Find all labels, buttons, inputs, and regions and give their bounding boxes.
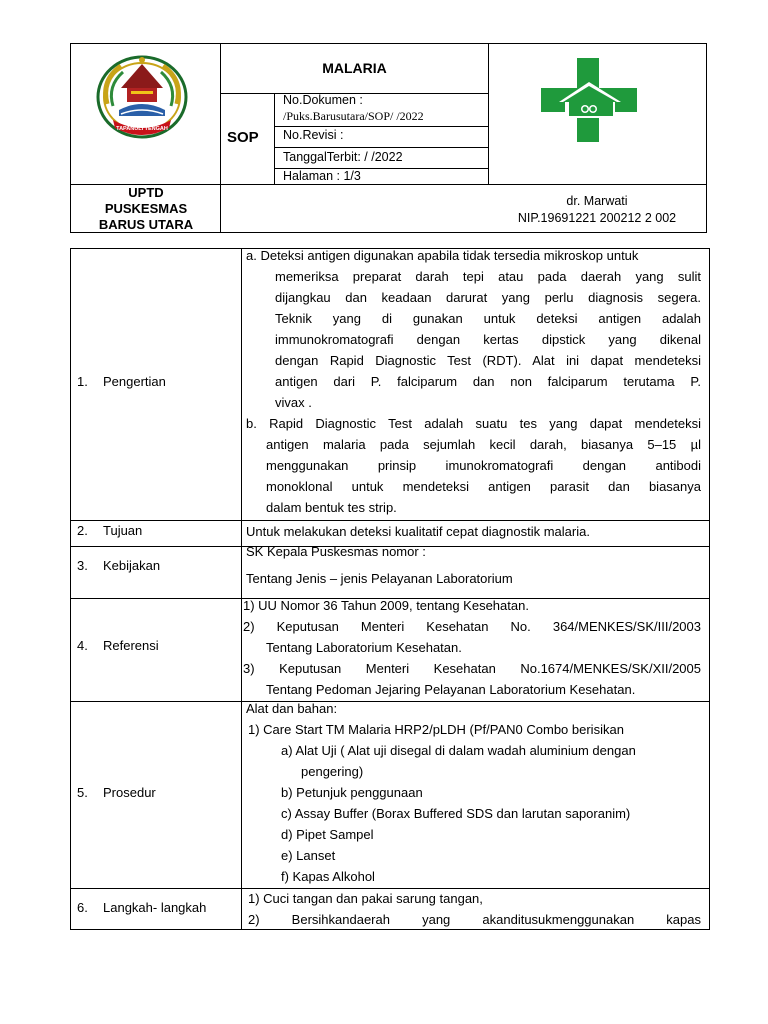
table-row: 3. Kebijakan SK Kepala Puskesmas nomor : Tentang Jenis – jenis Pelayanan Laboratorium <box>70 546 710 598</box>
puskesmas-logo <box>541 58 637 144</box>
regency-emblem-logo <box>91 50 193 145</box>
row-label: 4. Referensi <box>77 638 159 653</box>
row-label: 5. Prosedur <box>77 785 156 800</box>
row-label: 2. Tujuan <box>77 523 143 538</box>
row-label: 6. Langkah- langkah <box>77 900 207 915</box>
table-row: 6. Langkah- langkah 1) Cuci tangan dan pakai sarung tangan, 2) Bersihkandaerah yang akanditusukmenggunakan kapas <box>70 888 710 930</box>
tanggal-terbit: TanggalTerbit: / /2022 <box>283 150 403 164</box>
sop-header <box>70 43 707 233</box>
signer-name: dr. Marwati <box>566 194 628 208</box>
table-row: 1. Pengertian a. Deteksi antigen digunakan apabila tidak tersedia mikroskop untuk memeriksa preparat darah tepi atau pada daerah yang sulit dijangkau dan keadaan darurat yang perlu diagnosis segera. Teknik yang di gunakan untuk deteksi antigen adalah immunokromatografi dengan kertas dipstick yang dikenal dengan Rapid Diagnostic Test (RDT). Alat ini dapat mendeteksi antigen dari P. falciparum dan non falciparum terutama P. vivax . b. Rapid Diagnostic Test adalah suatu tes yang dapat mendeteksi antigen malaria pada sejumlah kecil darah, biasanya 5–15 µl menggunakan prinsip imunokromatografi dengan antibodi monoklonal untuk mendeteksi antigen parasit dan biasanya dalam bentuk tes strip. <box>70 248 710 520</box>
table-row: 4. Referensi 1) UU Nomor 36 Tahun 2009, tentang Kesehatan. 2) Keputusan Menteri Kesehatan No. 364/MENKES/SK/III/2003 Tentang Laboratorium Kesehatan. 3) Keputusan Menteri Kesehatan No.1674/MENKES/SK/XII/2005 Tentang Pedoman Jejaring Pelayanan Laboratorium Kesehatan. <box>70 598 710 701</box>
sop-label: SOP <box>227 129 259 146</box>
signer-block <box>488 193 706 227</box>
no-dokumen-label: No.Dokumen : <box>283 93 363 107</box>
halaman: Halaman : 1/3 <box>283 169 361 183</box>
signer-nip: NIP.19691221 200212 2 002 <box>517 211 677 225</box>
organization-name: UPTD PUSKESMAS BARUS UTARA <box>98 185 194 232</box>
table-row: 2. Tujuan Untuk melakukan deteksi kualitatif cepat diagnostik malaria. <box>70 520 710 546</box>
row-label: 3. Kebijakan <box>77 558 161 573</box>
no-revisi: No.Revisi : <box>283 128 344 142</box>
document-title: MALARIA <box>322 60 387 76</box>
row-label: 1. Pengertian <box>77 374 166 389</box>
svg-text:TAPANULI TENGAH: TAPANULI TENGAH <box>116 126 168 132</box>
sop-content-table <box>70 248 710 930</box>
no-dokumen-value: /Puks.Barusutara/SOP/ /2022 <box>283 109 424 123</box>
table-row: 5. Prosedur Alat dan bahan: 1) Care Start TM Malaria HRP2/pLDH (Pf/PAN0 Combo berisikan a) Alat Uji ( Alat uji disegal di dalam wadah aluminium dengan pengering) b) Petunjuk penggunaan c) Assay Buffer (Borax Buffered SDS dan larutan saporanim) d) Pipet Sampel e) Lanset f) Kapas Alkohol <box>70 701 710 888</box>
